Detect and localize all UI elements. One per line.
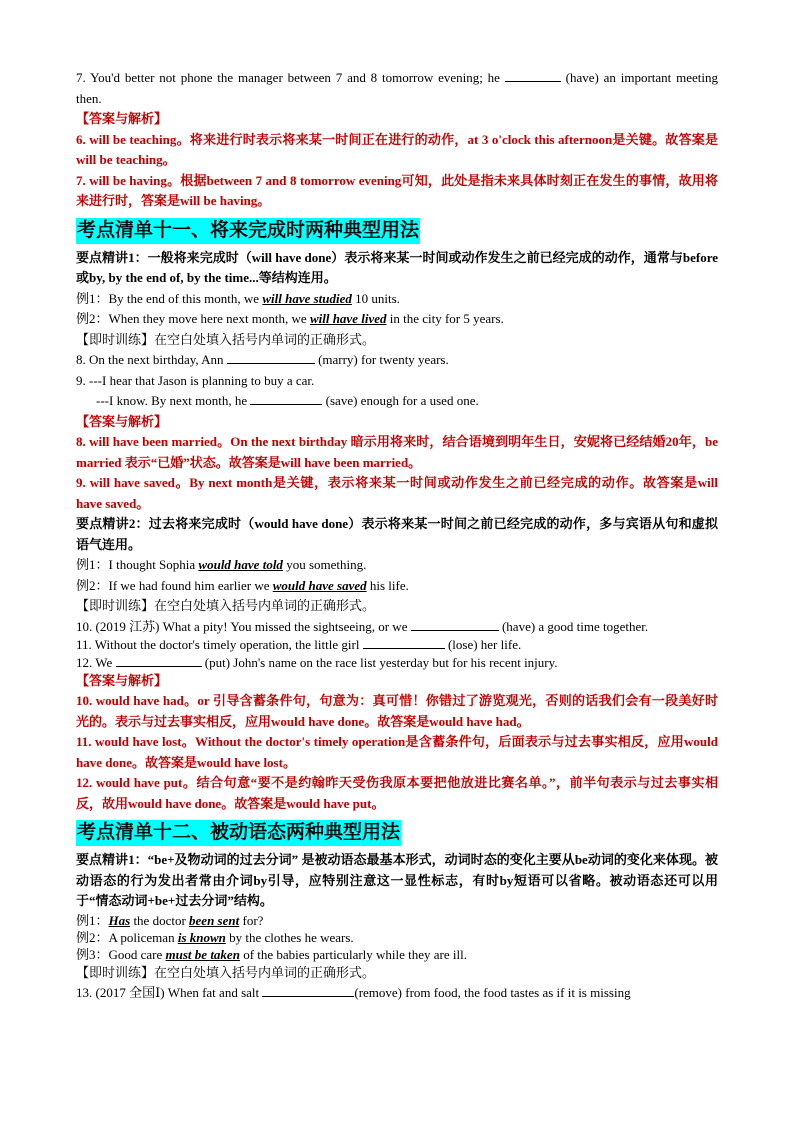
question-8: 8. On the next birthday, Ann (marry) for twenty years. (76, 352, 449, 367)
question-9: 9. ---I hear that Jason is planning to buy a car. (76, 372, 315, 388)
answer-blank[interactable] (505, 68, 561, 82)
key-point-3: 要点精讲1：“be+及物动词的过去分词” 是被动语态最基本形式，动词时态的变化主要从be动词的变化来体现。被动语态的行为发出者常由介词by引导，应特别注意这一显性标志，有时by短语可以省略。被动语态还可以用于“情态动词+be+过去分词”结构。 (76, 852, 718, 908)
explanation-12: 12. would have put。结合句意“要不是约翰昨天受伤我原本要把他放进比赛名单。”，前半句表示与过去事实相反，故用would have done。故答案是would have put。 (76, 775, 718, 811)
section-title-12: 考点清单十二、被动语态两种典型用法 (76, 820, 401, 846)
answer-blank[interactable] (262, 983, 354, 997)
key-point-2: 要点精讲2：过去将来完成时（would have done）表示将来某一时间之前已经完成的动作，多与宾语从句和虚拟语气连用。 (76, 516, 718, 552)
example-2: 例2：When they move here next month, we will have lived in the city for 5 years. (76, 311, 504, 326)
example-4: 例2：If we had found him earlier we would have saved his life. (76, 577, 409, 593)
example-6: 例2：A policeman is known by the clothes he wears. (76, 929, 354, 945)
explanation-6: 6. will be teaching。将来进行时表示将来某一时间正在进行的动作，at 3 o'clock this afternoon是关键。故答案是will be teaching。 (76, 131, 718, 167)
drill-heading: 【即时训练】在空白处填入括号内单词的正确形式。 (76, 598, 376, 613)
question-10: 10. (2019 江苏) What a pity! You missed the sightseeing, or we (have) a good time together. (76, 618, 649, 634)
drill-heading: 【即时训练】在空白处填入括号内单词的正确形式。 (76, 331, 376, 347)
question-9-reply: ---I know. By next month, he (save) enough for a used one. (96, 393, 479, 408)
example-3: 例1：I thought Sophia would have told you something. (76, 557, 367, 572)
answer-heading: 【答案与解析】 (76, 413, 168, 429)
answer-blank[interactable] (363, 635, 445, 649)
answer-heading: 【答案与解析】 (76, 672, 168, 688)
explanation-8: 8. will have been married。On the next birthday 暗示用将来时，结合语境到明年生日，安妮将已经结婚20年，be married 表示“已婚”状态。故答案是will have been married。 (76, 434, 718, 470)
example-7: 例3：Good care must be taken of the babies particularly while they are ill. (76, 946, 467, 962)
explanation-7: 7. will be having。根据between 7 and 8 tomorrow evening可知，此处是指未来具体时刻正在发生的事情，故用将来进行时，答案是will be having。 (76, 172, 718, 208)
answer-heading: 【答案与解析】 (76, 111, 168, 126)
explanation-9: 9. will have saved。By next month是关键，表示将来某一时间或动作发生之前已经完成的动作。故答案是will have saved。 (76, 475, 718, 511)
answer-blank[interactable] (250, 391, 322, 405)
answer-blank[interactable] (411, 617, 499, 631)
answer-blank[interactable] (116, 653, 202, 667)
drill-heading: 【即时训练】在空白处填入括号内单词的正确形式。 (76, 964, 376, 980)
section-title-11: 考点清单十一、将来完成时两种典型用法 (76, 218, 420, 244)
explanation-10: 10. would have had。or 引导含蓄条件句，句意为：真可惜！你错过了游览观光，否则的话我们会有一段美好时光的。表示与过去事实相反，应用would have done。故答案是would have had。 (76, 693, 718, 729)
document-page (76, 68, 718, 1004)
answer-blank[interactable] (227, 350, 315, 364)
key-point-1: 要点精讲1：一般将来完成时（will have done）表示将来某一时间或动作发生之前已经完成的动作，通常与before或by, by the end of, by the time...等结构连用。 (76, 249, 718, 285)
question-7: 7. You'd better not phone the manager between 7 and 8 tomorrow evening; he (have) an important meeting then. (76, 70, 718, 106)
question-11: 11. Without the doctor's timely operation, the little girl (lose) her life. (76, 636, 522, 652)
explanation-11: 11. would have lost。Without the doctor's timely operation是含蓄条件句，后面表示与过去事实相反，应用would have done。故答案是would have lost。 (76, 734, 718, 770)
example-1: 例1：By the end of this month, we will have studied 10 units. (76, 290, 400, 306)
question-13: 13. (2017 全国Ⅰ) When fat and salt (remove) from food, the food tastes as if it is missing (76, 985, 631, 1000)
example-5: 例1：Has the doctor been sent for? (76, 912, 264, 928)
question-12: 12. We (put) John's name on the race list yesterday but for his recent injury. (76, 654, 558, 670)
